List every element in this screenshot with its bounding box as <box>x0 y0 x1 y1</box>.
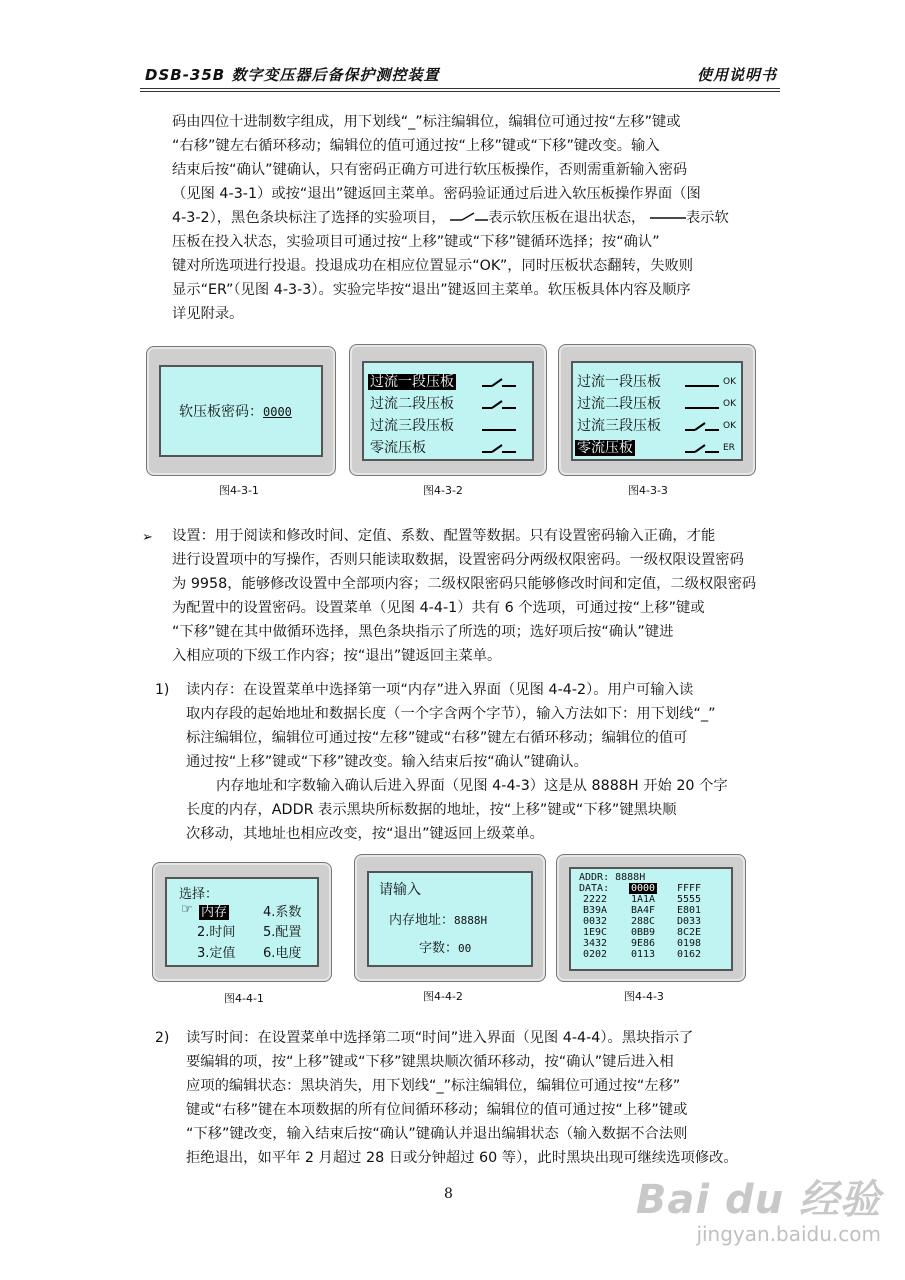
data-cell: 3432 <box>583 938 608 949</box>
status-er: ER <box>723 443 735 453</box>
bullet-arrow-icon: ➢ <box>142 530 153 545</box>
figure-caption: 图4-4-3 <box>624 990 664 1003</box>
switch-open-icon <box>482 397 516 411</box>
lcd-screen <box>571 361 743 461</box>
switch-closed-icon <box>482 419 516 433</box>
data-cell: D033 <box>677 916 702 927</box>
soft-plate-item: 过流二段压板 <box>577 396 661 412</box>
status-ok: OK <box>723 399 736 409</box>
text-line: 进行设置项中的写操作，否则只能读取数据，设置密码分两级权限密码。一级权限设置密码 <box>172 552 744 568</box>
figure-4-3-1-device <box>146 346 336 476</box>
password-prompt <box>179 401 292 421</box>
text-line: “下移”键改变，输入结束后按“确认”键确认并退出编辑状态（输入数据不合法则 <box>186 1126 688 1142</box>
selected-item: 过流一段压板 <box>370 374 454 390</box>
text-line: 次移动，其地址也相应改变，按“退出”键返回上级菜单。 <box>186 826 544 842</box>
data-cell: 1E9C <box>583 927 608 938</box>
text-line: 标注编辑位，编辑位可通过按“左移”键或“右移”键左右循环移动；编辑位的值可 <box>186 730 688 746</box>
count-label: 字数： <box>419 941 459 956</box>
address-value: 8888H <box>454 914 488 927</box>
figure-caption: 图4-4-2 <box>423 990 463 1003</box>
text-line: 要编辑的项，按“上移”键或“下移”键黑块顺次循环移动，按“确认”键后进入相 <box>186 1054 674 1070</box>
text-line: 应项的编辑状态：黑块消失，用下划线“_”标注编辑位，编辑位可通过按“左移” <box>186 1078 681 1094</box>
lcd-screen <box>362 361 534 461</box>
watermark-url: jingyan.baidu.com <box>696 1222 881 1246</box>
figure-4-3-2-device <box>349 344 547 476</box>
soft-plate-item: 过流三段压板 <box>577 418 661 434</box>
data-cell: BA4F <box>631 905 656 916</box>
data-cell: 1A1A <box>631 894 656 905</box>
address-row <box>389 909 487 928</box>
soft-plate-item: 过流三段压板 <box>370 418 454 434</box>
text-line-with-symbols <box>172 206 772 230</box>
switch-open-symbol <box>450 210 488 224</box>
lcd-screen <box>569 867 733 971</box>
page-number: 8 <box>444 1186 453 1202</box>
text-line: “下移”键在其中做循环选择，黑色条块指示了所选的项；选好项后按“确认”键进 <box>172 624 674 640</box>
data-cell: B39A <box>583 905 608 916</box>
list-number: 2) <box>155 1030 170 1046</box>
data-cell-selected <box>629 883 657 894</box>
switch-open-icon <box>685 441 719 455</box>
text-line: 码由四位十进制数字组成，用下划线“_”标注编辑位，编辑位可通过按“左移”键或 <box>172 114 681 130</box>
text-fragment: 表示软 <box>685 210 729 226</box>
text-fragment: 表示软压板在退出状态， <box>488 210 646 226</box>
text-line: 读写时间：在设置菜单中选择第二项“时间”进入界面（见图 4-4-4）。黑块指示了 <box>186 1030 694 1046</box>
password-code: 0000 <box>263 405 292 419</box>
switch-open-icon <box>482 441 516 455</box>
text-line: 设置：用于阅读和修改时间、定值、系数、配置等数据。只有设置密码输入正确，才能 <box>172 528 716 544</box>
status-ok: OK <box>723 421 736 431</box>
menu-item-setting: 3.定值 <box>197 946 236 961</box>
text-line: 拒绝退出，如平年 2 月超过 28 日或分钟超过 60 等），此时黑块出现可继续选项修改。 <box>186 1150 738 1166</box>
text-line: 键或“右移”键在本项数据的所有位间循环移动；编辑位的值可通过按“上移”键或 <box>186 1102 688 1118</box>
menu-item-config: 5.配置 <box>263 925 302 940</box>
switch-closed-symbol <box>650 210 686 224</box>
data-cell: 0113 <box>631 949 656 960</box>
lcd-screen <box>159 365 323 457</box>
count-value: 00 <box>458 942 472 955</box>
figure-4-3-3-device <box>558 344 756 476</box>
baidu-watermark-logo: Bai du 经验 <box>635 1177 881 1223</box>
soft-plate-item: 零流压板 <box>370 440 426 456</box>
selected-menu-item: 内存 <box>201 905 228 920</box>
data-cell: 0202 <box>583 949 608 960</box>
status-ok: OK <box>723 377 736 387</box>
lcd-screen <box>165 877 319 967</box>
menu-item-time: 2.时间 <box>197 925 236 940</box>
input-prompt-title: 请输入 <box>379 882 421 898</box>
text-line: （见图 4-3-1）或按“退出”键返回主菜单。密码验证通过后进入软压板操作界面（图 <box>172 186 701 202</box>
figure-caption: 图4-3-2 <box>423 484 463 497</box>
count-row <box>419 937 471 956</box>
switch-open-icon <box>482 375 516 389</box>
hand-pointer-icon: ☞ <box>181 902 193 917</box>
soft-plate-item <box>575 437 635 457</box>
text-line: 读内存：在设置菜单中选择第一项“内存”进入界面（见图 4-4-2）。用户可输入读 <box>186 682 694 698</box>
address-label: 内存地址： <box>389 913 455 928</box>
addr-line: ADDR: 8888H <box>579 872 646 883</box>
text-line: 压板在投入状态，实验项目可通过按“上移”键或“下移”键循环选择；按“确认” <box>172 234 660 250</box>
menu-title: 选择： <box>179 887 219 902</box>
text-line: 为配置中的设置密码。设置菜单（见图 4-4-1）共有 6 个选项，可通过按“上移”键或 <box>172 600 705 616</box>
figure-4-4-1-device <box>152 862 332 982</box>
switch-closed-icon <box>685 375 719 389</box>
text-line: 入相应项的下级工作内容；按“退出”键返回主菜单。 <box>172 648 502 664</box>
text-line: 为 9958，能够修改设置中全部项内容；二级权限密码只能够修改时间和定值，二级权限密码 <box>172 576 757 592</box>
data-cell: 0032 <box>583 916 608 927</box>
document-header-right: 使用说明书 <box>696 66 777 84</box>
header-rule <box>140 88 780 89</box>
text-line: 通过按“上移”键或“下移”键改变。输入结束后按“确认”键确认。 <box>186 754 588 770</box>
text-line: “右移”键左右循环移动；编辑位的值可通过按“上移”键或“下移”键改变。输入 <box>172 138 660 154</box>
menu-item-coefficient: 4.系数 <box>263 905 302 920</box>
text-line: 结束后按“确认”键确认，只有密码正确方可进行软压板操作，否则需重新输入密码 <box>172 162 688 178</box>
soft-plate-item: 过流二段压板 <box>370 396 454 412</box>
lcd-screen <box>367 871 533 967</box>
text-fragment: 4-3-2），黑色条块标注了选择的实验项目， <box>172 210 446 226</box>
data-cell: E801 <box>677 905 702 916</box>
figure-caption: 图4-4-1 <box>224 992 264 1005</box>
document-header-title: DSB-35B 数字变压器后备保护测控装置 <box>145 66 440 84</box>
data-cell: 9E86 <box>631 938 656 949</box>
data-cell: 8C2E <box>677 927 702 938</box>
menu-item-memory <box>199 901 229 920</box>
figure-4-4-3-device <box>556 854 746 982</box>
text-line: 详见附录。 <box>172 306 244 322</box>
selected-item: 零流压板 <box>577 440 633 456</box>
password-label: 软压板密码： <box>179 404 263 420</box>
header-rule-2 <box>140 91 780 92</box>
soft-plate-item <box>368 371 456 391</box>
data-cell: 2222 <box>583 894 608 905</box>
data-cell: 5555 <box>677 894 702 905</box>
text-line: 长度的内存，ADDR 表示黑块所标数据的地址，按“上移”键或“下移”键黑块顺 <box>186 802 677 818</box>
data-cell: 0162 <box>677 949 702 960</box>
text-line: 显示“ER”（见图 4-3-3）。实验完毕按“退出”键返回主菜单。软压板具体内容及顺序 <box>172 282 691 298</box>
data-cell: 0198 <box>677 938 702 949</box>
text-line: 内存地址和字数输入确认后进入界面（见图 4-4-3）这是从 8888H 开始 20 个字 <box>216 778 728 794</box>
selected-data-cell: 0000 <box>631 883 656 894</box>
data-cell: 0BB9 <box>631 927 656 938</box>
menu-item-energy: 6.电度 <box>263 946 302 961</box>
figure-caption: 图4-3-1 <box>219 484 259 497</box>
list-number: 1) <box>155 682 170 698</box>
switch-open-icon <box>685 419 719 433</box>
data-cell: FFFF <box>677 883 702 894</box>
data-cell: 288C <box>631 916 656 927</box>
data-label: DATA: <box>579 883 610 894</box>
switch-closed-icon <box>685 397 719 411</box>
figure-4-4-2-device <box>354 854 546 982</box>
text-line: 键对所选项进行投退。投退成功在相应位置显示“OK”，同时压板状态翻转，失败则 <box>172 258 694 274</box>
figure-caption: 图4-3-3 <box>628 484 668 497</box>
text-line: 取内存段的起始地址和数据长度（一个字含两个字节），输入方法如下：用下划线“_” <box>186 706 716 722</box>
soft-plate-item: 过流一段压板 <box>577 374 661 390</box>
